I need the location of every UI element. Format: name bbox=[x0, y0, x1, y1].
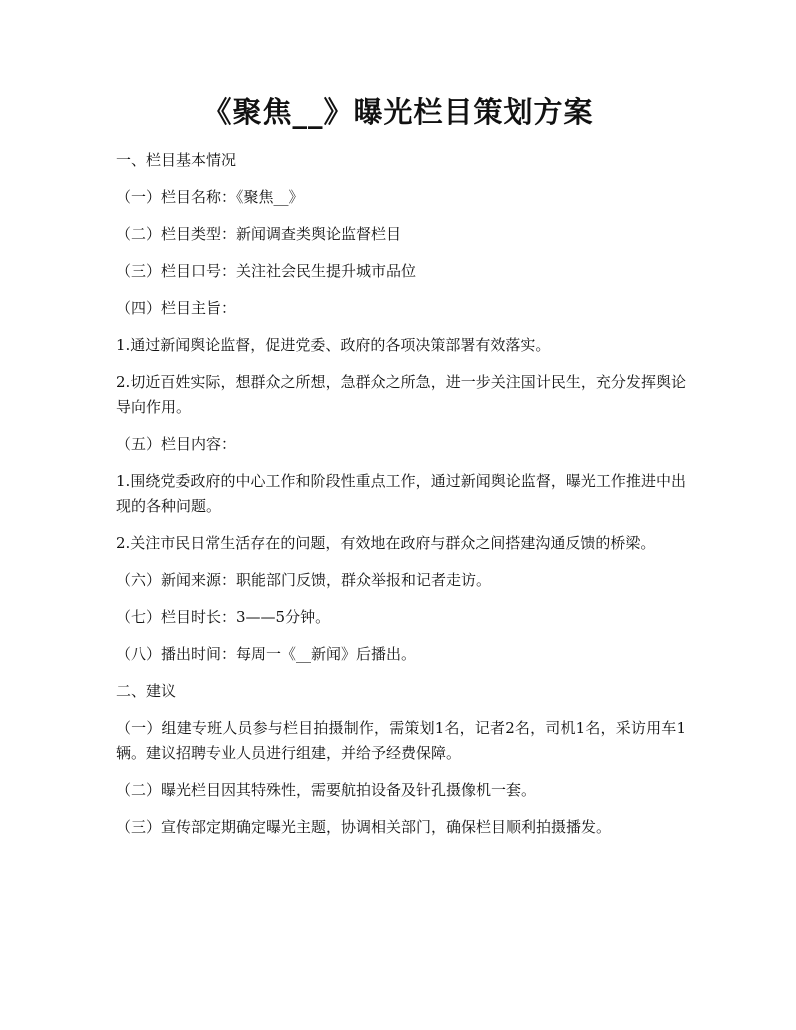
paragraph-column-name: （一）栏目名称：《聚焦__》 bbox=[116, 188, 304, 206]
document-title: 《聚焦__》曝光栏目策划方案 bbox=[202, 95, 594, 129]
paragraph-airtime: （八）播出时间：每周一《__新闻》后播出。 bbox=[116, 645, 417, 663]
paragraph-column-type: （二）栏目类型：新闻调查类舆论监督栏目 bbox=[116, 225, 402, 243]
paragraph-duration: （七）栏目时长：3——5分钟。 bbox=[116, 608, 331, 626]
paragraph-column-slogan: （三）栏目口号：关注社会民生提升城市品位 bbox=[116, 262, 417, 280]
paragraph-content-item-1: 1.围绕党委政府的中心工作和阶段性重点工作，通过新闻舆论监督，曝光工作推进中出现的各种问题。 bbox=[116, 472, 686, 515]
paragraph-column-content: （五）栏目内容： bbox=[116, 435, 237, 453]
section-heading-suggestions: 二、建议 bbox=[116, 682, 177, 700]
paragraph-news-source: （六）新闻来源：职能部门反馈，群众举报和记者走访。 bbox=[116, 571, 492, 589]
paragraph-column-purpose: （四）栏目主旨： bbox=[116, 299, 237, 317]
section-heading-basic-info: 一、栏目基本情况 bbox=[116, 151, 237, 169]
paragraph-suggestion-2: （二）曝光栏目因其特殊性，需要航拍设备及针孔摄像机一套。 bbox=[116, 781, 537, 799]
paragraph-purpose-item-1: 1.通过新闻舆论监督，促进党委、政府的各项决策部署有效落实。 bbox=[116, 336, 551, 354]
paragraph-purpose-item-2: 2.切近百姓实际，想群众之所想，急群众之所急，进一步关注国计民生，充分发挥舆论导向作用。 bbox=[116, 373, 686, 416]
paragraph-suggestion-3: （三）宣传部定期确定曝光主题，协调相关部门，确保栏目顺利拍摄播发。 bbox=[116, 818, 612, 836]
document-body bbox=[116, 148, 686, 852]
paragraph-content-item-2: 2.关注市民日常生活存在的问题，有效地在政府与群众之间搭建沟通反馈的桥梁。 bbox=[116, 534, 656, 552]
paragraph-suggestion-1: （一）组建专班人员参与栏目拍摄制作，需策划1名，记者2名，司机1名，采访用车1辆。建议招聘专业人员进行组建，并给予经费保障。 bbox=[116, 719, 686, 762]
